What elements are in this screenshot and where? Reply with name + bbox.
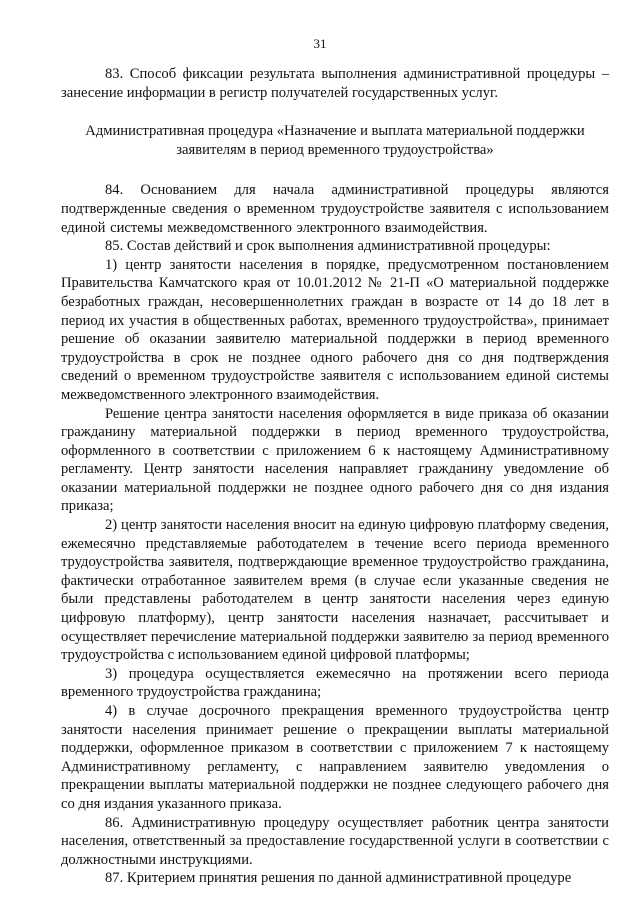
paragraph-86: 86. Административную процедуру осуществляет работник центра занятости населения, ответственный за предоставление государственной услуги в соответствии с должностными инструкциями. (61, 814, 609, 868)
paragraph-83: 83. Способ фиксации результата выполнения административной процедуры – занесение информации в регистр получателей государственных услуг. (61, 66, 609, 101)
paragraph-85: 85. Состав действий и срок выполнения административной процедуры: (105, 238, 551, 255)
paragraph-84: 84. Основанием для начала административной процедуры являются подтвержденные сведения о временном трудоустройстве заявителя с использованием единой системы межведомственного электронного взаимодействия. (61, 182, 609, 236)
paragraph-85-item-4: 4) в случае досрочного прекращения временного трудоустройства центр занятости населения принимает решение о прекращении выплаты материальной поддержки, оформленное приказом в соответствии с приложением 7 к настоящему Административному регламенту, с направлением заявителю уведомления о прекращении выплаты материальной поддержки не позднее следующего рабочего дня со дня издания указанного приказа. (61, 703, 609, 812)
section-heading: Административная процедура «Назначение и выплата материальной поддержки заявителям в период временного трудоустройства» (85, 123, 585, 158)
paragraph-85-item-2: 2) центр занятости населения вносит на единую цифровую платформу сведения, ежемесячно представляемые работодателем в течение всего периода временного трудоустройства заявителя, подтверждающие временное трудоустройство гражданина, фактически отработанное заявителем время (в случае если указанные сведения не были представлены работодателем в центр занятости населения через единую цифровую платформу), центр занятости населения назначает, рассчитывает и осуществляет перечисление материальной поддержки заявителю за период временного трудоустройства с использованием единой цифровой платформы; (61, 517, 609, 664)
paragraph-85-item-3: 3) процедура осуществляется ежемесячно на протяжении всего периода временного трудоустройства гражданина; (61, 665, 609, 701)
paragraph-85-item-1: 1) центр занятости населения в порядке, предусмотренном постановлением Правительства Камчатского края от 10.01.2012 № 21-П «О материальной поддержке безработных граждан, несовершеннолетних граждан в возрасте от 14 до 18 лет в период их участия в общественных работах, временного трудоустройства», принимает решение об оказании заявителю материальной поддержки в период временного трудоустройства в срок не позднее одного рабочего дня со дня подтверждения сведений о временном трудоустройстве заявителя с использованием единой системы межведомственного электронного взаимодействия. (61, 256, 609, 403)
page-number: 31 (313, 36, 327, 51)
paragraph-85-decision: Решение центра занятости населения оформляется в виде приказа об оказании гражданину материальной поддержки в период временного трудоустройства, оформленного в соответствии с приложением 6 к настоящему Административному регламенту. Центр занятости населения направляет гражданину уведомление об оказании материальной поддержки не позднее одного рабочего дня со дня издания приказа; (61, 405, 609, 515)
document-body (61, 65, 609, 888)
paragraph-87: 87. Критерием принятия решения по данной административной процедуре (105, 870, 572, 887)
